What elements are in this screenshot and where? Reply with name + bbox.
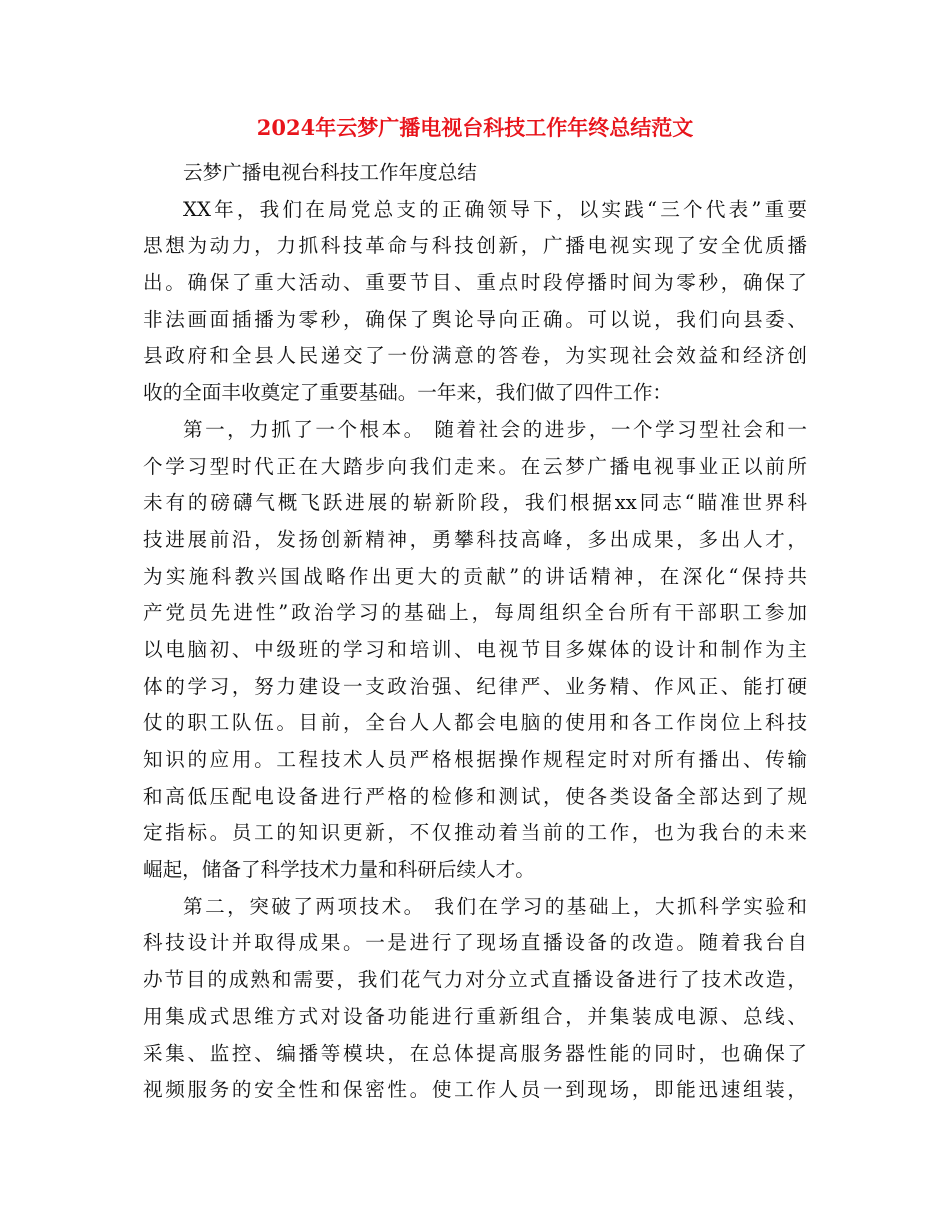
paragraph-line: 科技设计并取得成果。一是进行了现场直播设备的改造。随着我台自 (143, 931, 807, 955)
document-body (143, 155, 807, 1109)
paragraph-line: 第二，突破了两项技术。 我们在学习的基础上，大抓科学实验和 (183, 894, 807, 918)
paragraph-line: 县政府和全县人民递交了一份满意的答卷，为实现社会效益和经济创 (143, 344, 807, 368)
paragraph-line: 技进展前沿，发扬创新精神，勇攀科技高峰，多出成果，多出人才， (143, 527, 807, 551)
paragraph-line: 出。确保了重大活动、重要节目、重点时段停播时间为零秒，确保了 (143, 271, 807, 295)
paragraph-line: 第一，力抓了一个根本。 随着社会的进步，一个学习型社会和一 (183, 417, 807, 441)
paragraph-line: 体的学习，努力建设一支政治强、纪律严、业务精、作风正、能打硬 (143, 674, 807, 698)
paragraph-line: 非法画面插播为零秒，确保了舆论导向正确。可以说，我们向县委、 (143, 307, 807, 331)
paragraph-line: 办节目的成熟和需要，我们花气力对分立式直播设备进行了技术改造， (143, 968, 807, 992)
paragraph-line: 和高低压配电设备进行严格的检修和测试，使各类设备全部达到了规 (143, 784, 807, 808)
paragraph-line: 知识的应用。工程技术人员严格根据操作规程定时对所有播出、传输 (143, 748, 807, 771)
paragraph-line: 个学习型时代正在大踏步向我们走来。在云梦广播电视事业正以前所 (143, 454, 807, 478)
paragraph-line: 定指标。员工的知识更新，不仅推动着当前的工作，也为我台的未来 (143, 821, 807, 845)
paragraph-line: 未有的磅礴气概飞跃进展的崭新阶段，我们根据xx同志“瞄准世界科 (143, 491, 807, 515)
document-title: 2024年云梦广播电视台科技工作年终总结范文 (256, 115, 694, 140)
paragraph-line: 仗的职工队伍。目前，全台人人都会电脑的使用和各工作岗位上科技 (143, 711, 807, 735)
paragraph-line: 视频服务的安全性和保密性。使工作人员一到现场，即能迅速组装， (143, 1078, 807, 1102)
paragraph-line: 崛起，储备了科学技术力量和科研后续人才。 (143, 858, 535, 882)
paragraph-line: 采集、监控、编播等模块，在总体提高服务器性能的同时，也确保了 (143, 1041, 807, 1065)
paragraph-line: 产党员先进性”政治学习的基础上，每周组织全台所有干部职工参加 (143, 601, 807, 625)
paragraph-line: 以电脑初、中级班的学习和培训、电视节目多媒体的设计和制作为主 (143, 637, 807, 661)
paragraph-line: 用集成式思维方式对设备功能进行重新组合，并集装成电源、总线、 (143, 1004, 807, 1028)
paragraph-line: XX年，我们在局党总支的正确领导下，以实践“三个代表”重要 (183, 197, 807, 221)
paragraph-line: 为实施科教兴国战略作出更大的贡献”的讲话精神，在深化“保持共 (143, 564, 807, 588)
paragraph-line: 思想为动力，力抓科技革命与科技创新，广播电视实现了安全优质播 (143, 234, 807, 258)
paragraph-line: 收的全面丰收奠定了重要基础。一年来，我们做了四件工作： (143, 381, 673, 405)
document-subtitle: 云梦广播电视台科技工作年度总结 (183, 161, 477, 184)
